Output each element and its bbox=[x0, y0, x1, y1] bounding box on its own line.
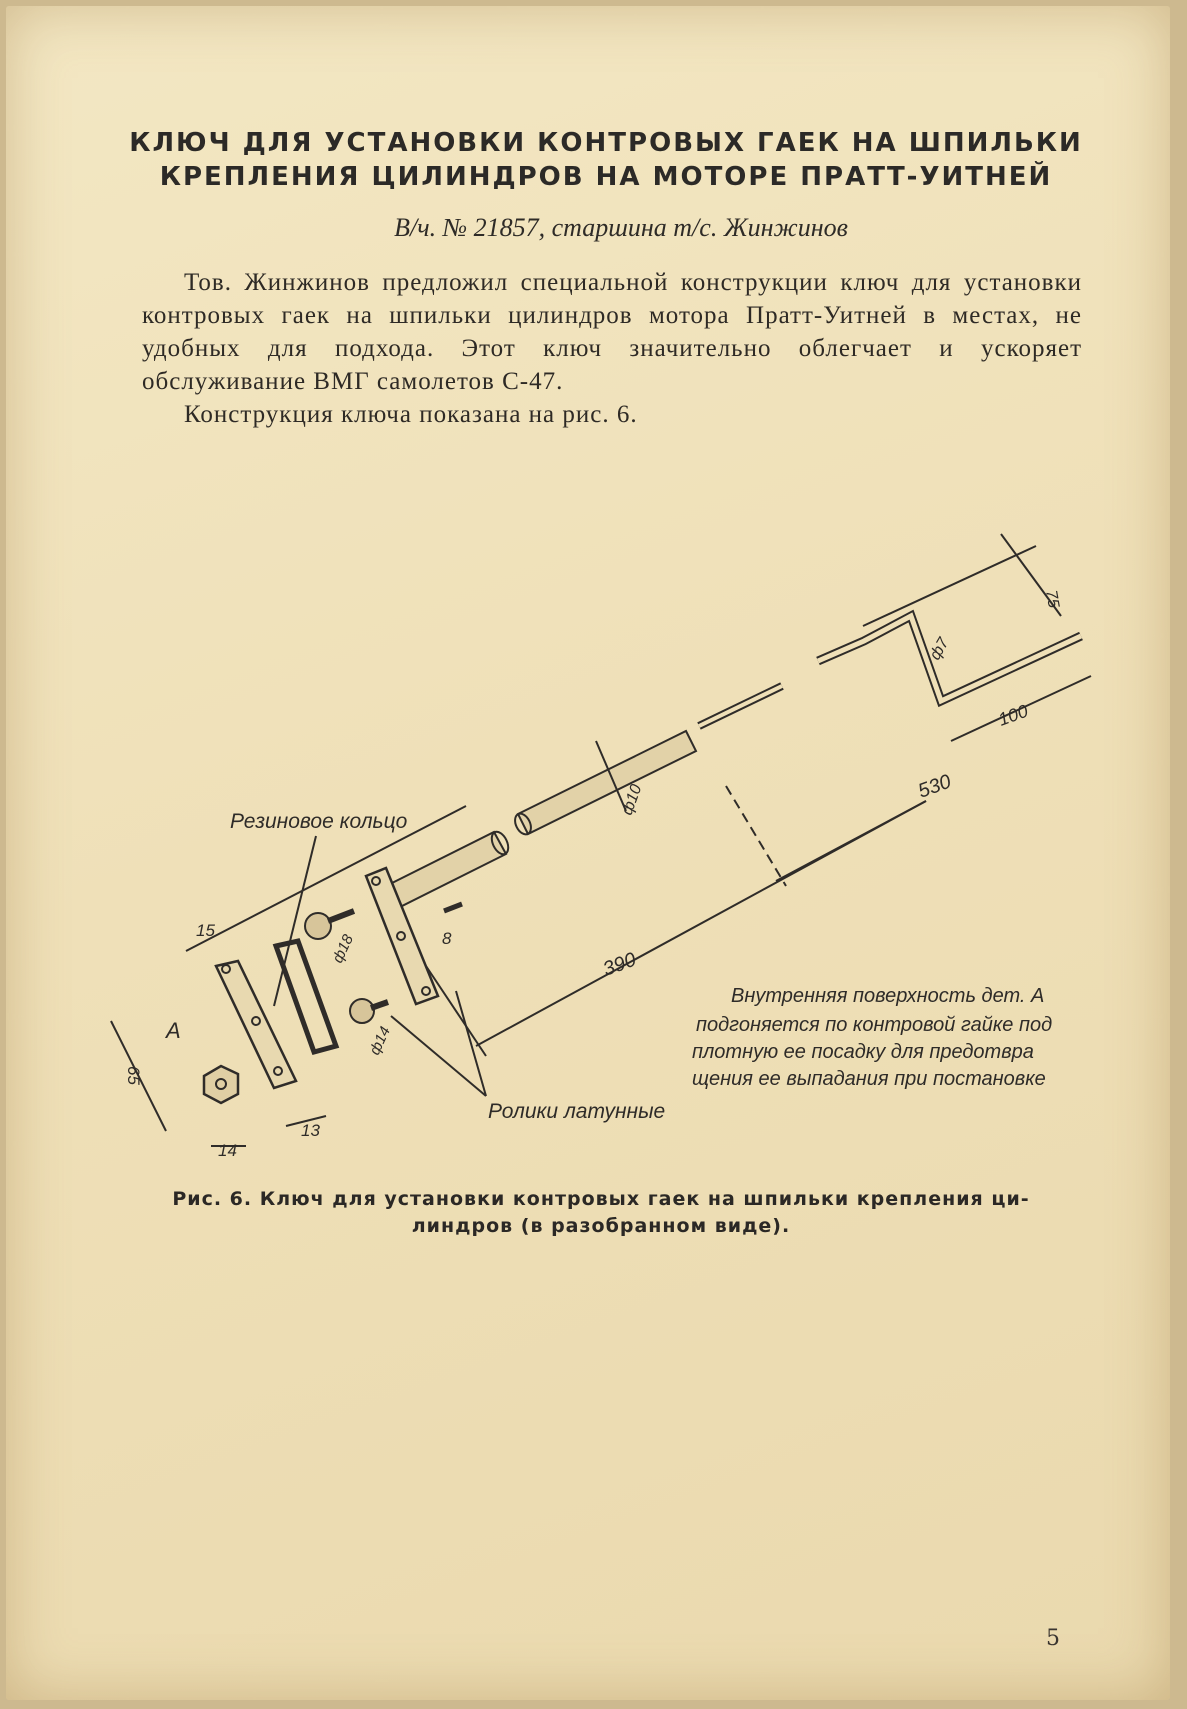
dim-390: 390 bbox=[600, 948, 640, 981]
dim-13: 13 bbox=[301, 1121, 320, 1140]
dim-phi10: ф10 bbox=[618, 782, 646, 818]
tube-10 bbox=[512, 731, 696, 837]
label-part-a: А bbox=[166, 1018, 181, 1043]
dim-14: 14 bbox=[218, 1141, 237, 1160]
dim-75: 75 bbox=[1042, 588, 1062, 610]
note-line-3: плотную ее посадку для предотвра bbox=[692, 1041, 1034, 1063]
note-line-4: щения ее выпадания при постановке bbox=[692, 1068, 1046, 1090]
byline: В/ч. № 21857, старшина т/с. Жинжинов bbox=[394, 213, 848, 242]
dimension-line-530 bbox=[776, 801, 926, 881]
document-page bbox=[6, 6, 1170, 1700]
dim-100: 100 bbox=[995, 700, 1031, 730]
note-line-2: подгоняется по контровой гайке под bbox=[696, 1014, 1053, 1036]
dim-530: 530 bbox=[915, 770, 955, 803]
dim-15: 15 bbox=[196, 921, 215, 940]
hex-nut-a bbox=[204, 1066, 238, 1103]
label-rubber-ring: Резиновое кольцо bbox=[230, 810, 408, 833]
body-text bbox=[142, 266, 1082, 431]
label-brass-rollers: Ролики латунные bbox=[488, 1100, 666, 1123]
note-line-1: Внутренняя поверхность дет. А bbox=[731, 985, 1045, 1007]
caption-line-2: линдров (в разобранном виде). bbox=[411, 1215, 791, 1237]
dim-phi18: ф18 bbox=[329, 932, 357, 966]
dim-phi7: ф7 bbox=[926, 635, 953, 663]
figure-6-drawing bbox=[6, 526, 1170, 1160]
paragraph-1: Тов. Жинжинов предложил специальной конструкции ключ для установки контровых гаек на шпильки цилиндров мотора Пратт-Уитней в местах, не удобных для подхода. Этот ключ значительно облегчает и ускоряет обслуживание ВМГ самолетов С-47. bbox=[142, 269, 1082, 395]
dim-phi14: ф14 bbox=[366, 1024, 394, 1058]
dim-8: 8 bbox=[442, 929, 452, 948]
title-line-1: КЛЮЧ ДЛЯ УСТАНОВКИ КОНТРОВЫХ ГАЕК НА ШПИЛЬКИ bbox=[129, 128, 1083, 158]
caption-line-1: Рис. 6. Ключ для установки контровых гаек на шпильки крепления ци- bbox=[172, 1188, 1030, 1210]
crank-handle bbox=[818, 534, 1091, 741]
paragraph-2: Конструкция ключа показана на рис. 6. bbox=[184, 401, 638, 428]
thin-rod bbox=[699, 686, 782, 726]
figure-caption bbox=[166, 1186, 1036, 1240]
title-line-2: КРЕПЛЕНИЯ ЦИЛИНДРОВ НА МОТОРЕ ПРАТТ-УИТНЕЙ bbox=[159, 162, 1053, 192]
page-number: 5 bbox=[1046, 1626, 1060, 1651]
tube-body bbox=[386, 829, 512, 908]
dim-65: 65 bbox=[124, 1066, 143, 1085]
